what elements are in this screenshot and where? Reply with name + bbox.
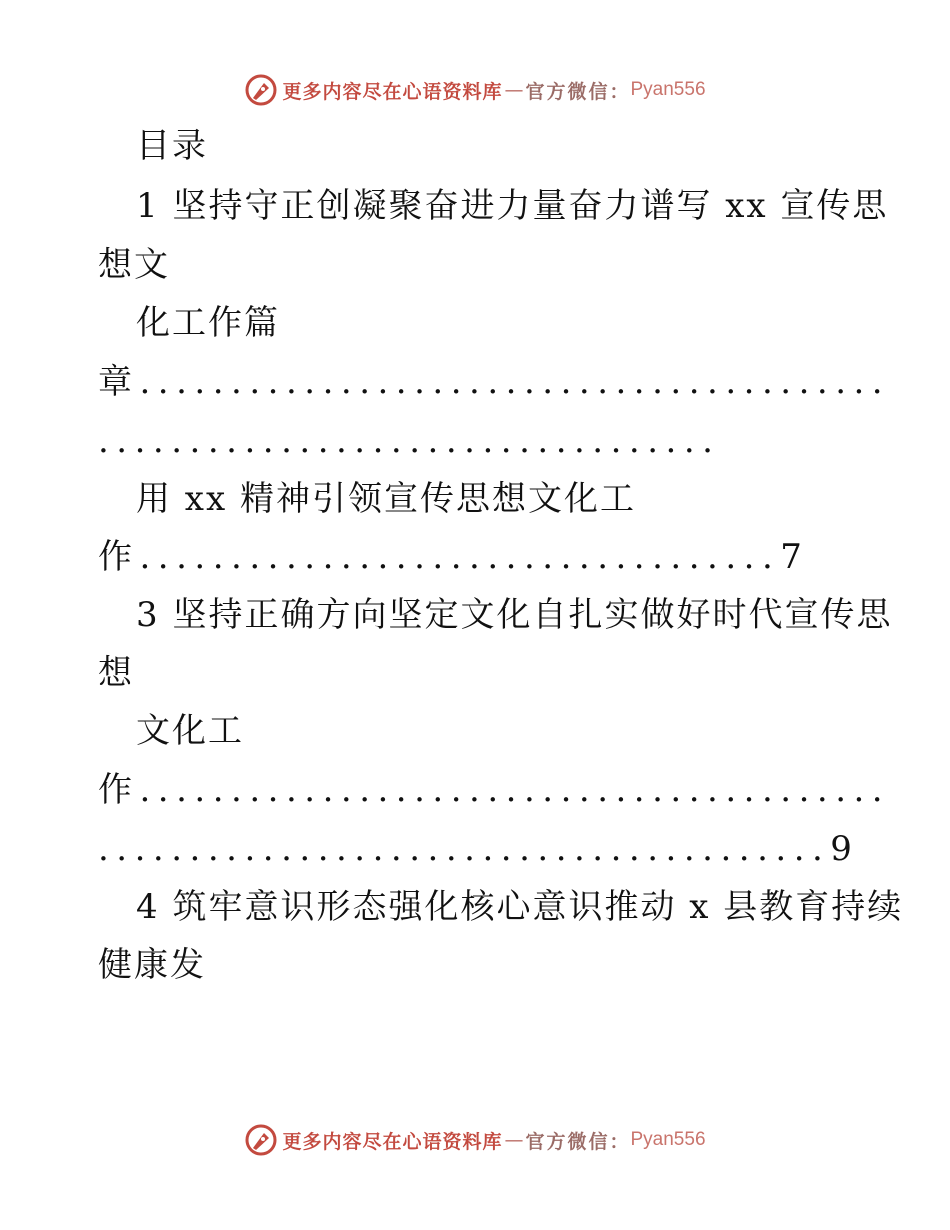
footer-watermark bbox=[0, 1120, 950, 1160]
toc-entry-1-line-2: 想文 bbox=[98, 245, 170, 285]
pen-nib-logo-icon bbox=[244, 1123, 278, 1157]
toc-heading: 目录 bbox=[136, 126, 208, 166]
toc-entry-4-line-1: 4 筑牢意识形态强化核心意识推动 x 县教育持续 bbox=[136, 887, 904, 927]
watermark-brand: 更多内容尽在心语资料库 bbox=[282, 1130, 503, 1153]
toc-entry-1-leader-2: .................................. bbox=[98, 421, 721, 461]
toc-entry-3-line-3: 文化工 bbox=[136, 711, 244, 751]
toc-entry-4-line-2: 健康发 bbox=[98, 945, 206, 985]
watermark-wechat-id: Pyan556 bbox=[630, 79, 706, 100]
toc-entry-1-line-1: 1 坚持守正创凝聚奋进力量奋力谱写 xx 宣传思 bbox=[136, 186, 889, 226]
toc-entry-1-leader-1: 章......................................... bbox=[98, 362, 891, 402]
toc-entry-3-line-2: 想 bbox=[98, 653, 134, 693]
pen-nib-logo-icon bbox=[244, 73, 278, 107]
toc-entry-2-leader: 作...................................7 bbox=[98, 537, 810, 577]
toc-entry-3-line-1: 3 坚持正确方向坚定文化自扎实做好时代宣传思 bbox=[136, 595, 893, 635]
watermark-dash: — bbox=[504, 79, 524, 101]
toc-entry-3-leader-1: 作......................................... bbox=[98, 770, 891, 810]
header-watermark bbox=[0, 70, 950, 110]
watermark-wechat-id: Pyan556 bbox=[630, 1129, 706, 1150]
watermark-brand: 更多内容尽在心语资料库 bbox=[282, 80, 503, 103]
toc-entry-2-line-1: 用 xx 精神引领宣传思想文化工 bbox=[136, 479, 636, 519]
watermark-wechat-label: 官方微信： bbox=[525, 80, 631, 103]
toc-entry-3-leader-2: ........................................9 bbox=[98, 829, 860, 869]
watermark-wechat-label: 官方微信： bbox=[525, 1130, 631, 1153]
toc-entry-1-line-3: 化工作篇 bbox=[136, 303, 280, 343]
watermark-dash: — bbox=[504, 1129, 524, 1151]
